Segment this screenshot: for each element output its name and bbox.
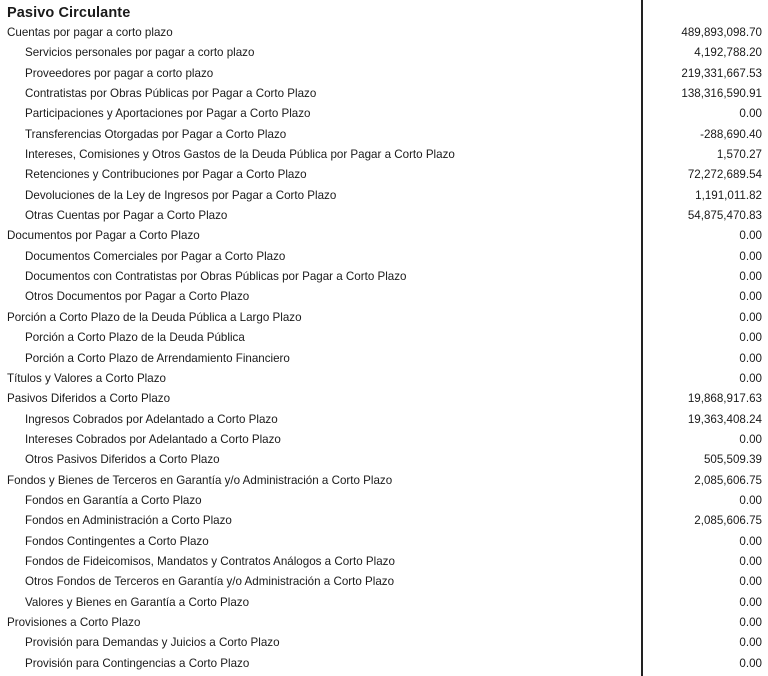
account-amount: 138,316,590.91 bbox=[681, 87, 762, 101]
account-group-row bbox=[0, 226, 768, 246]
account-label: Fondos en Administración a Corto Plazo bbox=[25, 514, 232, 528]
account-group-row bbox=[0, 471, 768, 491]
account-amount: 0.00 bbox=[739, 493, 762, 507]
account-row bbox=[0, 104, 768, 124]
account-label: Cuentas por pagar a corto plazo bbox=[7, 26, 173, 39]
account-amount: 0.00 bbox=[739, 554, 762, 568]
account-row bbox=[0, 552, 768, 572]
account-label: Otras Cuentas por Pagar a Corto Plazo bbox=[25, 209, 228, 223]
account-label: Devoluciones de la Ley de Ingresos por Pagar a Corto Plazo bbox=[25, 188, 337, 202]
account-amount: 0.00 bbox=[739, 595, 762, 609]
account-row bbox=[0, 430, 768, 450]
account-amount: 0.00 bbox=[739, 249, 762, 263]
account-row bbox=[0, 84, 768, 104]
account-amount: 0.00 bbox=[739, 290, 762, 304]
account-label: Títulos y Valores a Corto Plazo bbox=[7, 371, 166, 385]
account-amount: 489,893,098.70 bbox=[681, 26, 762, 39]
account-label: Contratistas por Obras Públicas por Pagar a Corto Plazo bbox=[25, 87, 317, 101]
account-amount: 54,875,470.83 bbox=[687, 209, 762, 223]
account-amount: 0.00 bbox=[739, 432, 762, 446]
account-amount: 19,868,917.63 bbox=[687, 392, 762, 406]
account-row bbox=[0, 410, 768, 430]
account-amount: 4,192,788.20 bbox=[694, 46, 762, 60]
account-row bbox=[0, 267, 768, 287]
account-group-row bbox=[0, 23, 768, 43]
section-title: Pasivo Circulante bbox=[7, 5, 131, 21]
account-amount: 2,085,606.75 bbox=[694, 514, 762, 528]
account-label: Documentos por Pagar a Corto Plazo bbox=[7, 229, 200, 243]
account-label: Documentos con Contratistas por Obras Públicas por Pagar a Corto Plazo bbox=[25, 270, 407, 284]
account-label: Fondos de Fideicomisos, Mandatos y Contratos Análogos a Corto Plazo bbox=[25, 554, 395, 568]
account-row bbox=[0, 43, 768, 63]
account-row bbox=[0, 511, 768, 531]
account-amount: 0.00 bbox=[739, 656, 762, 670]
account-row bbox=[0, 654, 768, 674]
account-amount: 0.00 bbox=[739, 310, 762, 324]
account-amount: 0.00 bbox=[739, 270, 762, 284]
account-row bbox=[0, 186, 768, 206]
account-label: Participaciones y Aportaciones por Pagar a Corto Plazo bbox=[25, 107, 311, 121]
account-row bbox=[0, 64, 768, 84]
account-amount: 219,331,667.53 bbox=[681, 66, 762, 80]
account-row bbox=[0, 287, 768, 307]
account-label: Porción a Corto Plazo de la Deuda Pública bbox=[25, 331, 245, 345]
account-label: Fondos en Garantía a Corto Plazo bbox=[25, 493, 202, 507]
account-row bbox=[0, 349, 768, 369]
account-row bbox=[0, 491, 768, 511]
account-row bbox=[0, 247, 768, 267]
account-amount: -288,690.40 bbox=[700, 127, 762, 141]
account-label: Otros Pasivos Diferidos a Corto Plazo bbox=[25, 453, 220, 467]
account-row bbox=[0, 572, 768, 592]
account-label: Ingresos Cobrados por Adelantado a Corto Plazo bbox=[25, 412, 278, 426]
account-group-row bbox=[0, 308, 768, 328]
account-label: Valores y Bienes en Garantía a Corto Plazo bbox=[25, 595, 250, 609]
account-label: Otros Fondos de Terceros en Garantía y/o Administración a Corto Plazo bbox=[25, 575, 395, 589]
account-row bbox=[0, 633, 768, 653]
account-group-row bbox=[0, 613, 768, 633]
account-amount: 0.00 bbox=[739, 371, 762, 385]
account-amount: 0.00 bbox=[739, 107, 762, 121]
account-label: Retenciones y Contribuciones por Pagar a Corto Plazo bbox=[25, 168, 307, 182]
account-amount: 2,085,606.75 bbox=[694, 473, 762, 487]
account-amount: 505,509.39 bbox=[703, 453, 762, 467]
account-amount: 0.00 bbox=[739, 351, 762, 365]
account-label: Otros Documentos por Pagar a Corto Plazo bbox=[25, 290, 250, 304]
account-label: Intereses Cobrados por Adelantado a Corto Plazo bbox=[25, 432, 281, 446]
account-group-row bbox=[0, 369, 768, 389]
account-amount: 72,272,689.54 bbox=[687, 168, 762, 182]
account-row bbox=[0, 328, 768, 348]
account-label: Intereses, Comisiones y Otros Gastos de la Deuda Pública por Pagar a Corto Plazo bbox=[25, 148, 455, 162]
account-label: Fondos y Bienes de Terceros en Garantía y/o Administración a Corto Plazo bbox=[7, 473, 393, 487]
account-row bbox=[0, 145, 768, 165]
account-amount: 0.00 bbox=[739, 575, 762, 589]
account-row bbox=[0, 532, 768, 552]
account-amount: 19,363,408.24 bbox=[687, 412, 762, 426]
account-label: Proveedores por pagar a corto plazo bbox=[25, 66, 214, 80]
account-row bbox=[0, 450, 768, 470]
account-amount: 0.00 bbox=[739, 615, 762, 629]
account-label: Provisión para Demandas y Juicios a Corto Plazo bbox=[25, 636, 280, 650]
account-label: Provisión para Contingencias a Corto Plazo bbox=[25, 656, 250, 670]
account-amount: 0.00 bbox=[739, 229, 762, 243]
account-row bbox=[0, 206, 768, 226]
account-group-row bbox=[0, 389, 768, 409]
account-amount: 1,191,011.82 bbox=[695, 188, 762, 202]
account-label: Fondos Contingentes a Corto Plazo bbox=[25, 534, 209, 548]
account-row bbox=[0, 125, 768, 145]
account-amount: 1,570.27 bbox=[716, 148, 762, 162]
account-label: Porción a Corto Plazo de la Deuda Pública a Largo Plazo bbox=[7, 310, 302, 324]
account-label: Pasivos Diferidos a Corto Plazo bbox=[7, 392, 171, 406]
account-list bbox=[0, 23, 768, 674]
account-label: Porción a Corto Plazo de Arrendamiento Financiero bbox=[25, 351, 290, 365]
account-amount: 0.00 bbox=[739, 534, 762, 548]
account-label: Transferencias Otorgadas por Pagar a Corto Plazo bbox=[25, 127, 287, 141]
account-label: Provisiones a Corto Plazo bbox=[7, 615, 141, 629]
account-amount: 0.00 bbox=[739, 636, 762, 650]
account-label: Servicios personales por pagar a corto plazo bbox=[25, 46, 255, 60]
account-label: Documentos Comerciales por Pagar a Corto Plazo bbox=[25, 249, 286, 263]
account-amount: 0.00 bbox=[739, 331, 762, 345]
account-row bbox=[0, 165, 768, 185]
account-row bbox=[0, 593, 768, 613]
